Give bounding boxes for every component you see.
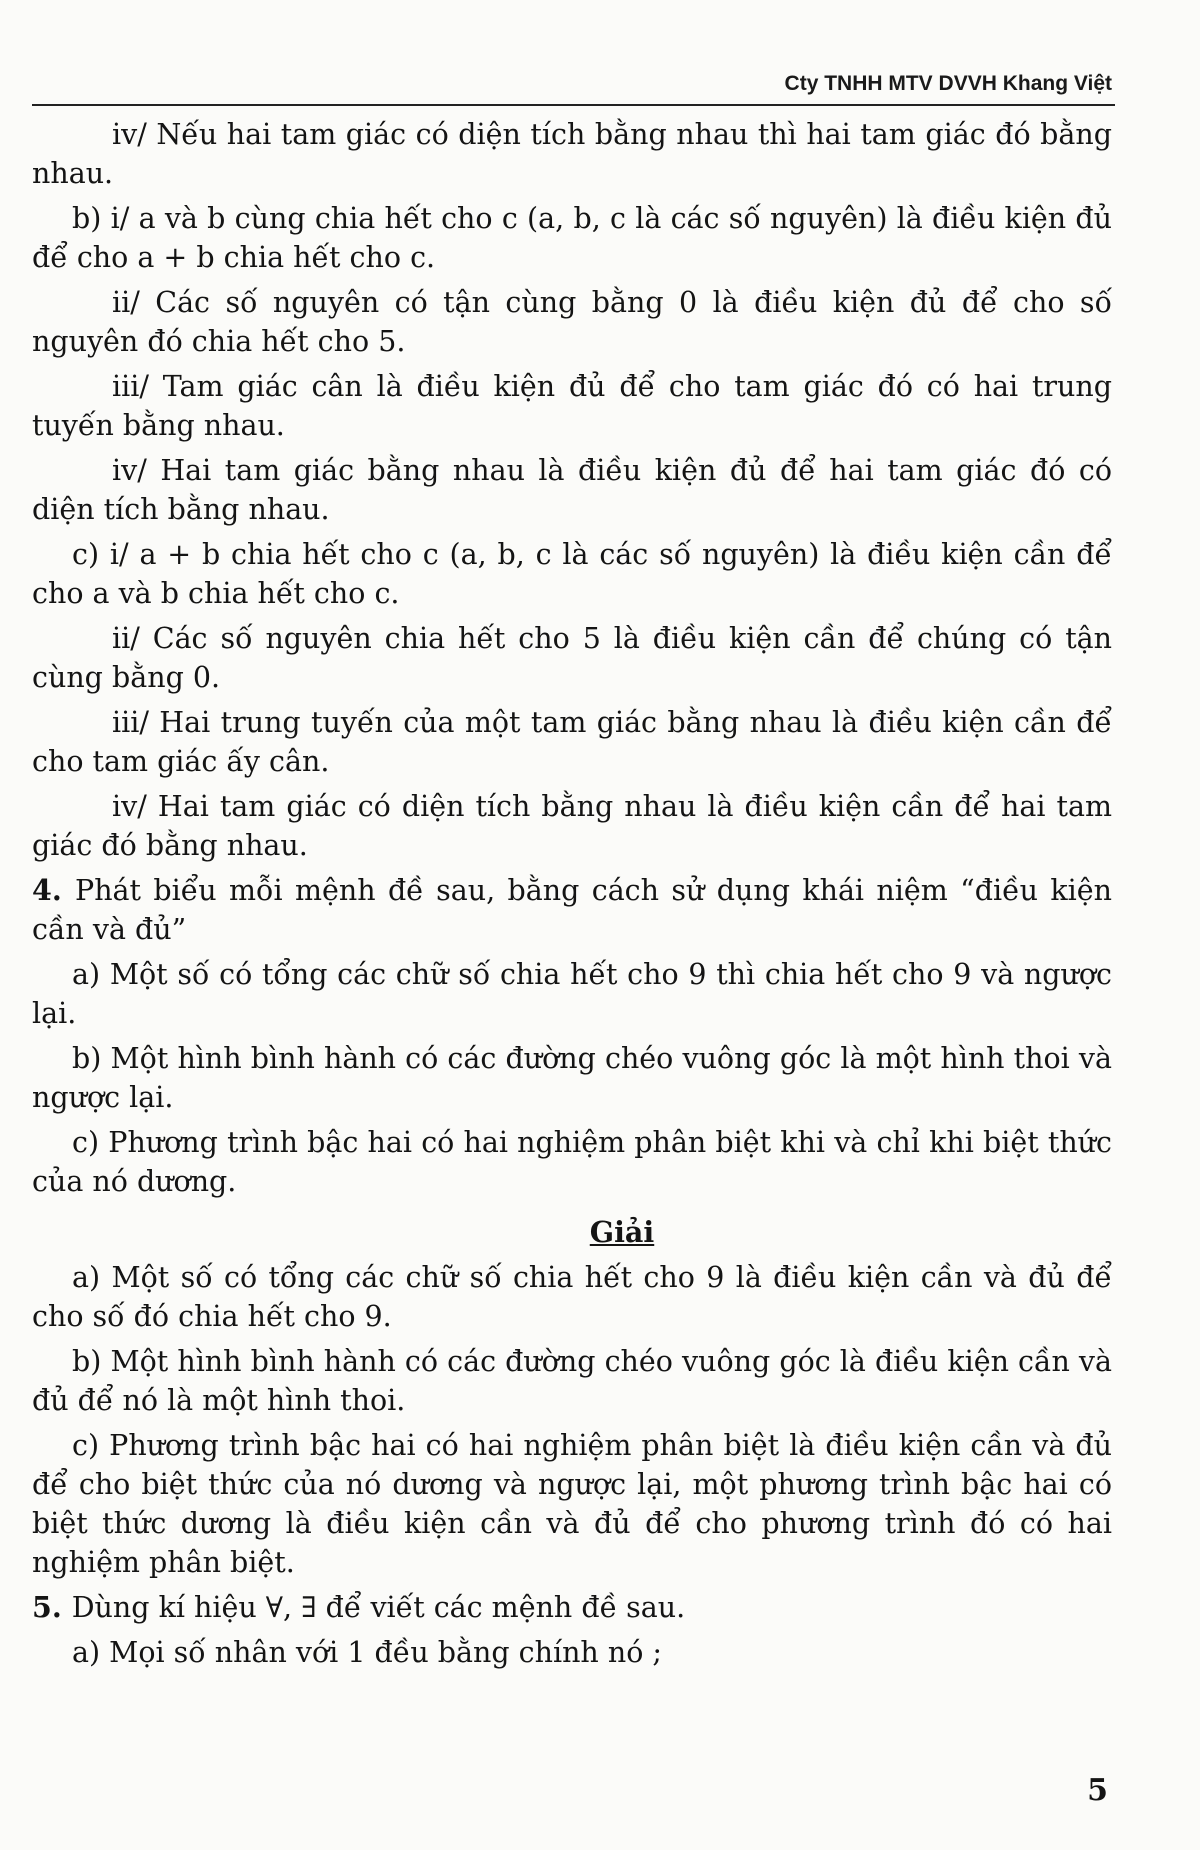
paragraph: a) Mọi số nhân với 1 đều bằng chính nó ; [72,1636,663,1669]
paragraph: a) Một số có tổng các chữ số chia hết cho 9 là điều kiện cần và đủ để cho số đó chia hết cho 9. [32,1261,1112,1333]
page-body [32,115,1112,1678]
exercise-5 [32,1588,1112,1627]
exercise-number: 4. [32,873,62,907]
paragraph: a) Một số có tổng các chữ số chia hết cho 9 thì chia hết cho 9 và ngược lại. [32,958,1112,1030]
paragraph: b) Một hình bình hành có các đường chéo vuông góc là một hình thoi và ngược lại. [32,1042,1112,1114]
paragraph: b) Một hình bình hành có các đường chéo vuông góc là điều kiện cần và đủ để nó là một hình thoi. [32,1345,1112,1417]
exercise-text: Dùng kí hiệu ∀, ∃ để viết các mệnh đề sau. [71,1591,686,1624]
running-header: Cty TNHH MTV DVVH Khang Việt [784,72,1112,95]
page-number: 5 [1087,1773,1108,1808]
paragraph: iv/ Hai tam giác bằng nhau là điều kiện đủ để hai tam giác đó có diện tích bằng nhau. [32,454,1112,526]
solution-heading: Giải [589,1215,655,1249]
paragraph: c) Phương trình bậc hai có hai nghiệm phân biệt khi và chỉ khi biệt thức của nó dương. [32,1126,1112,1198]
paragraph: iv/ Hai tam giác có diện tích bằng nhau là điều kiện cần để hai tam giác đó bằng nhau. [32,790,1112,862]
paragraph: iv/ Nếu hai tam giác có diện tích bằng nhau thì hai tam giác đó bằng nhau. [32,118,1112,190]
exercise-number: 5. [32,1590,62,1624]
exercise-text: Phát biểu mỗi mệnh đề sau, bằng cách sử dụng khái niệm “điều kiện cần và đủ” [32,874,1112,946]
paragraph: ii/ Các số nguyên chia hết cho 5 là điều kiện cần để chúng có tận cùng bằng 0. [32,622,1112,694]
paragraph: c) i/ a + b chia hết cho c (a, b, c là các số nguyên) là điều kiện cần để cho a và b chia hết cho c. [32,538,1112,610]
paragraph: iii/ Tam giác cân là điều kiện đủ để cho tam giác đó có hai trung tuyến bằng nhau. [32,370,1112,442]
exercise-4 [32,871,1112,949]
paragraph: b) i/ a và b cùng chia hết cho c (a, b, c là các số nguyên) là điều kiện đủ để cho a + b chia hết cho c. [32,202,1112,274]
paragraph: ii/ Các số nguyên có tận cùng bằng 0 là điều kiện đủ để cho số nguyên đó chia hết cho 5. [32,286,1112,358]
paragraph: iii/ Hai trung tuyến của một tam giác bằng nhau là điều kiện cần để cho tam giác ấy cân. [32,706,1112,778]
solution-heading-row [32,1213,1112,1252]
paragraph: c) Phương trình bậc hai có hai nghiệm phân biệt là điều kiện cần và đủ để cho biệt thức của nó dương và ngược lại, một phương trình bậc hai có biệt thức dương là điều kiện cần và đủ để cho phương trình đó có hai nghiệm phân biệt. [32,1429,1112,1579]
header-rule [32,104,1115,106]
